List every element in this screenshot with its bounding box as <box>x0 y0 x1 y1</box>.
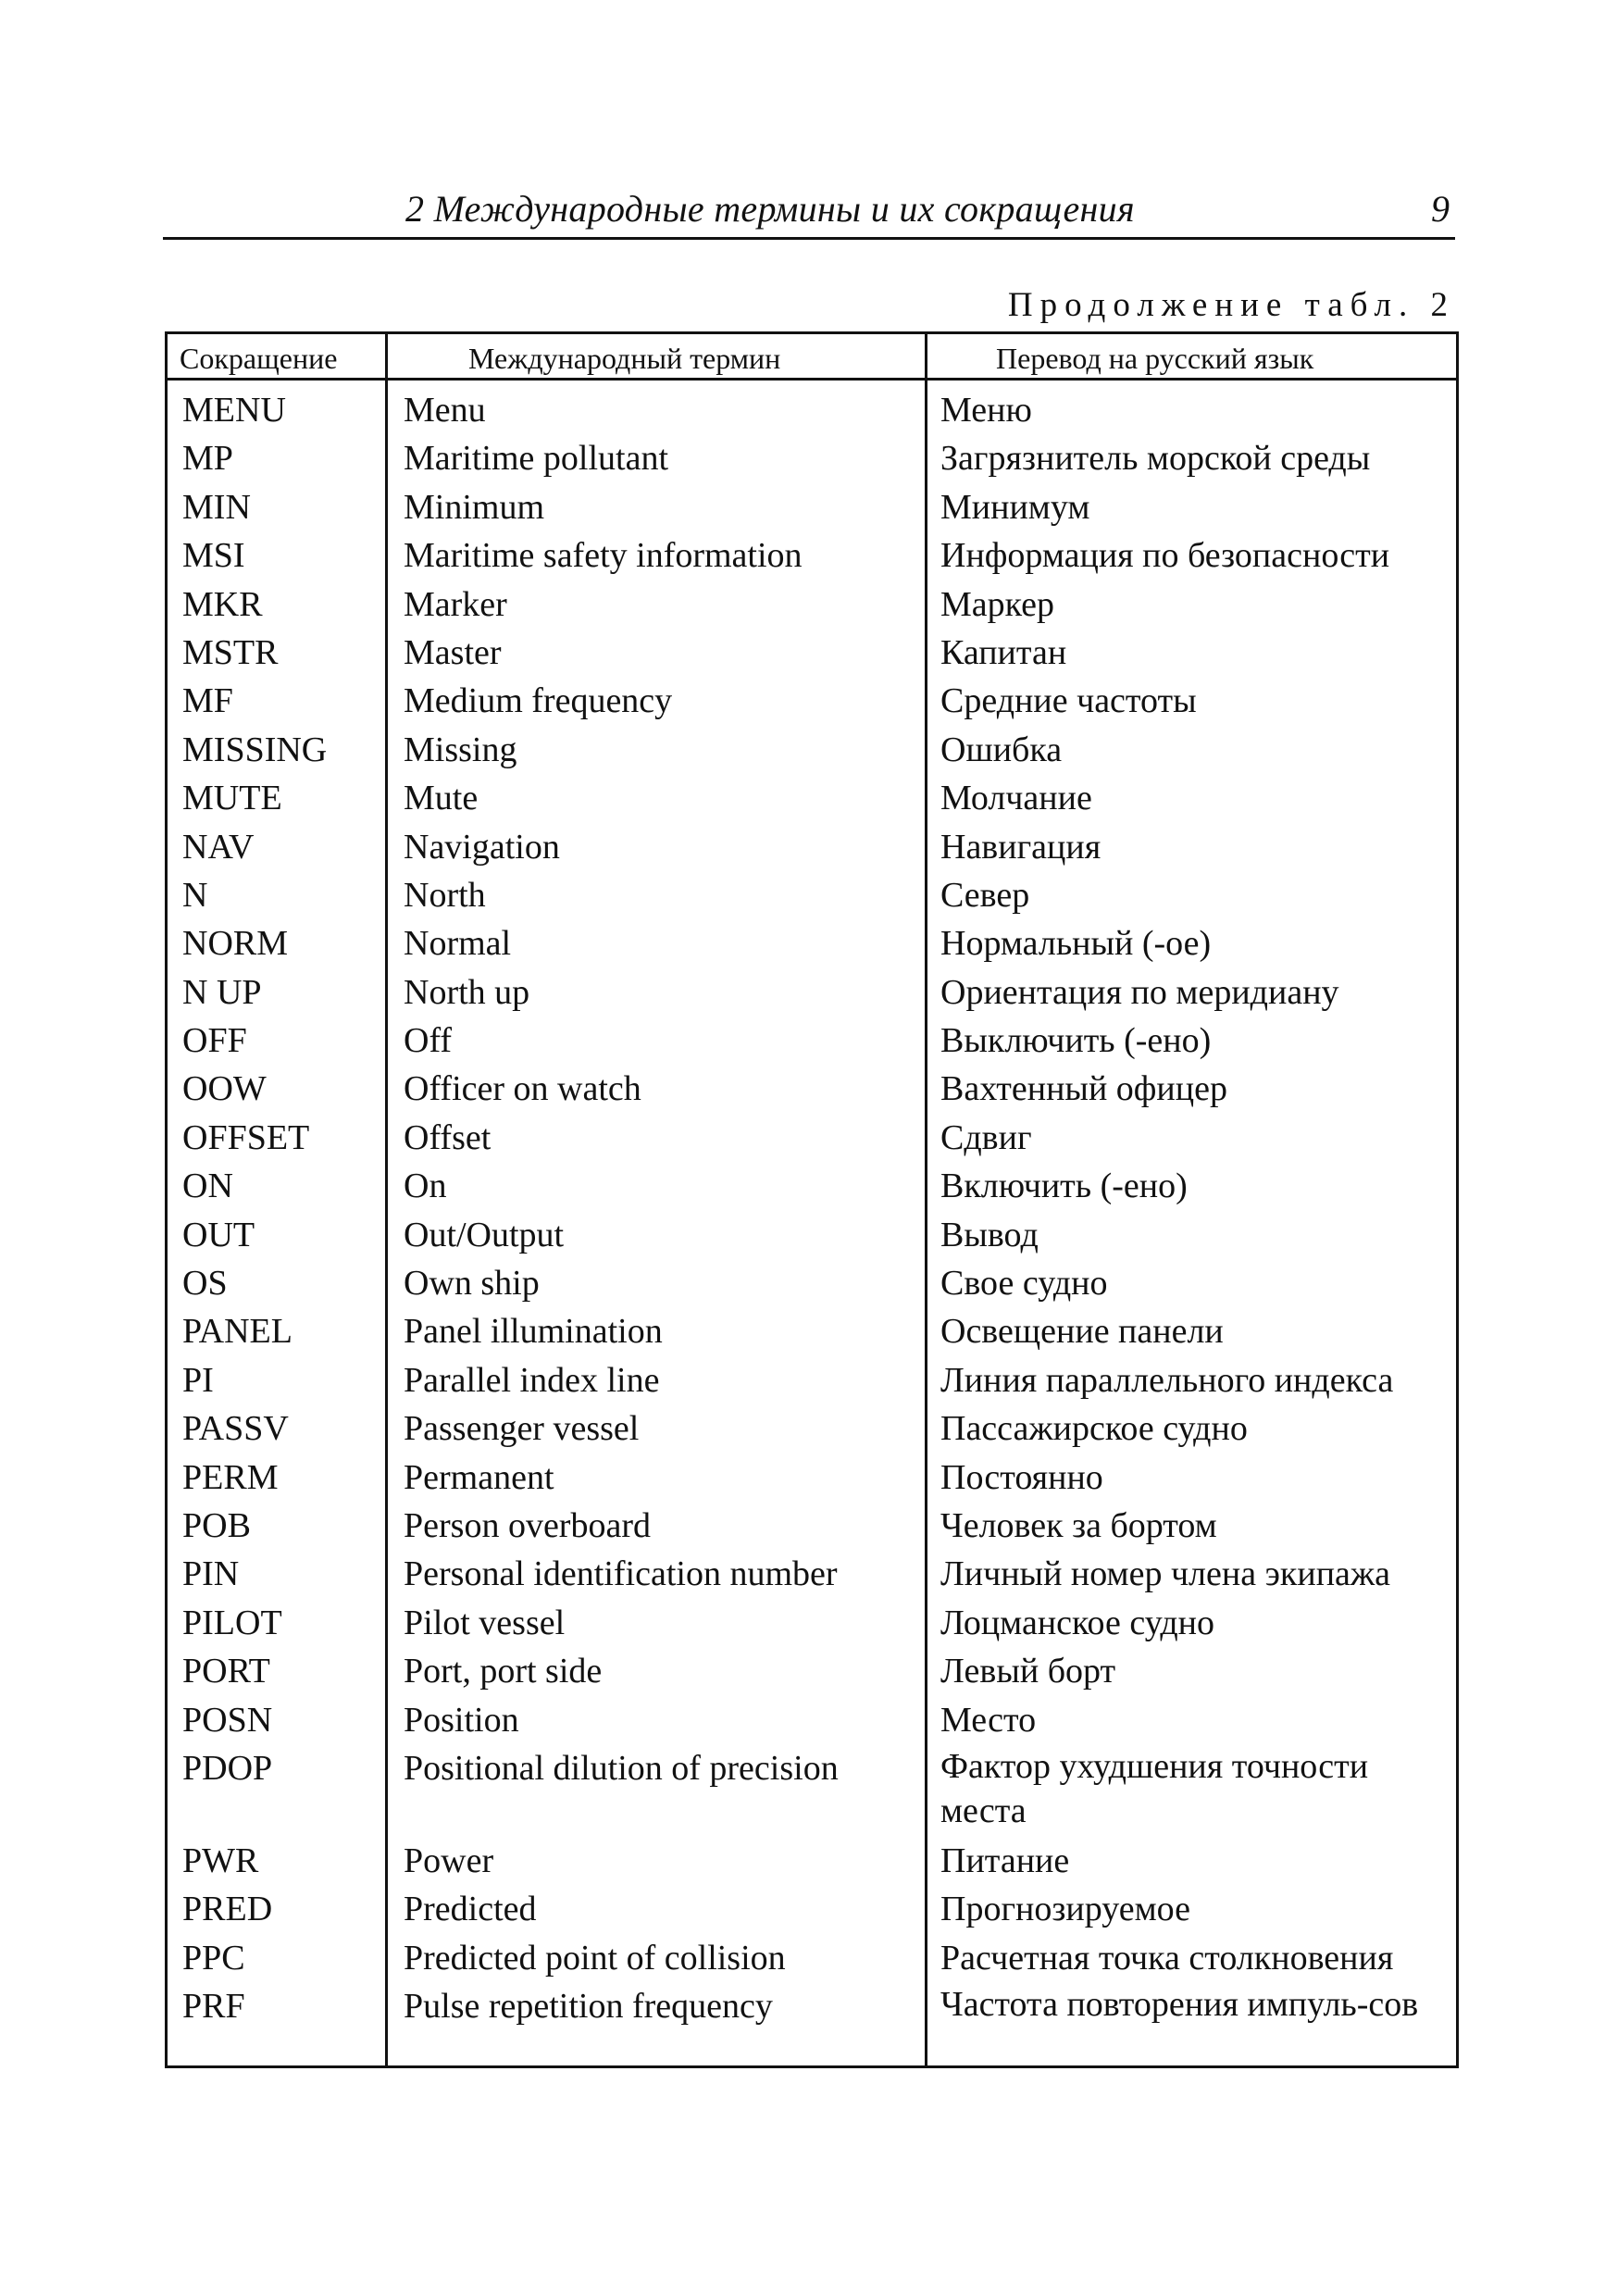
abbreviation-cell: OS <box>182 1264 228 1304</box>
table-row <box>168 1885 1456 1933</box>
translation-cell: Молчание <box>940 779 1092 818</box>
abbreviation-cell: PWR <box>182 1841 259 1880</box>
table-row <box>168 1837 1456 1885</box>
abbreviation-cell: N <box>182 875 208 915</box>
term-cell: Power <box>404 1841 494 1880</box>
translation-cell: Капитан <box>940 632 1067 672</box>
abbreviation-cell: MISSING <box>182 730 328 769</box>
term-cell: Predicted <box>404 1890 537 1929</box>
table-row <box>168 919 1456 967</box>
table-row <box>168 1550 1456 1598</box>
translation-cell: Загрязнитель морской среды <box>940 439 1371 479</box>
abbreviation-cell: PPC <box>182 1938 245 1978</box>
translation-cell: Маркер <box>940 584 1055 624</box>
abbreviation-cell: PRF <box>182 1987 245 2027</box>
table-row <box>168 677 1456 725</box>
table-row <box>168 823 1456 871</box>
table-row <box>168 1599 1456 1647</box>
abbreviation-cell: PI <box>182 1360 214 1400</box>
translation-cell: Линия параллельного индекса <box>940 1360 1394 1400</box>
table-row <box>168 1162 1456 1210</box>
translation-cell: Ошибка <box>940 730 1063 769</box>
translation-cell: Средние частоты <box>940 681 1197 721</box>
table-row <box>168 386 1456 434</box>
abbreviation-cell: N UP <box>182 972 262 1012</box>
translation-cell: Частота повторения импуль-сов <box>940 1985 1419 2025</box>
table-row <box>168 629 1456 677</box>
table-row <box>168 774 1456 822</box>
term-cell: Pilot vessel <box>404 1603 566 1642</box>
column-header-translation: Перевод на русский язык <box>996 342 1314 375</box>
term-cell: Marker <box>404 584 507 624</box>
header-divider <box>168 378 1456 381</box>
abbreviation-cell: NORM <box>182 924 289 964</box>
term-cell: On <box>404 1167 447 1206</box>
translation-cell: Освещение панели <box>940 1312 1224 1352</box>
abbreviation-cell: OOW <box>182 1069 267 1109</box>
translation-cell: Вывод <box>940 1215 1039 1254</box>
term-cell: Port, port side <box>404 1652 603 1691</box>
translation-cell: Питание <box>940 1841 1070 1880</box>
term-cell: Person overboard <box>404 1505 651 1545</box>
column-header-abbreviation: Сокращение <box>180 342 338 375</box>
term-cell: North up <box>404 972 530 1012</box>
abbreviation-cell: PASSV <box>182 1409 289 1449</box>
table-row <box>168 1934 1456 1982</box>
term-cell: Passenger vessel <box>404 1409 640 1449</box>
translation-cell: Фактор ухудшения точности места <box>940 1746 1369 1830</box>
abbreviation-cell: POB <box>182 1505 251 1545</box>
term-cell: Own ship <box>404 1264 540 1304</box>
translation-cell: Прогнозируемое <box>940 1890 1190 1929</box>
abbreviation-cell: MENU <box>182 391 286 430</box>
term-cell: Mute <box>404 779 479 818</box>
term-cell: Menu <box>404 391 486 430</box>
term-cell: Medium frequency <box>404 681 673 721</box>
table-body <box>168 386 1456 2075</box>
term-cell: Panel illumination <box>404 1312 663 1352</box>
term-cell: Out/Output <box>404 1215 565 1254</box>
table-row <box>168 531 1456 580</box>
translation-cell: Навигация <box>940 827 1101 867</box>
abbreviation-cell: PDOP <box>182 1748 273 1788</box>
table-row <box>168 1065 1456 1113</box>
term-cell: Missing <box>404 730 517 769</box>
term-cell: Predicted point of collision <box>404 1938 786 1978</box>
abbreviation-cell: OFFSET <box>182 1117 310 1157</box>
table-row <box>168 1259 1456 1307</box>
translation-cell: Информация по безопасности <box>940 536 1390 576</box>
table-continuation-label: Продолжение табл. 2 <box>1007 286 1455 324</box>
translation-cell: Минимум <box>940 487 1090 527</box>
abbreviation-cell: MIN <box>182 487 251 527</box>
page-number: 9 <box>1431 188 1450 230</box>
table-row <box>168 1404 1456 1453</box>
term-cell: Master <box>404 632 502 672</box>
table-row <box>168 1502 1456 1550</box>
table-row <box>168 434 1456 482</box>
abbreviation-cell: OUT <box>182 1215 255 1254</box>
translation-cell: Расчетная точка столкновения <box>940 1938 1394 1978</box>
abbreviation-cell: PIN <box>182 1554 240 1594</box>
table-row <box>168 1647 1456 1695</box>
term-cell: Permanent <box>404 1457 554 1497</box>
running-title: 2 Международные термины и их сокращения <box>405 188 1135 230</box>
translation-cell: Сдвиг <box>940 1117 1032 1157</box>
term-cell: Offset <box>404 1117 492 1157</box>
abbreviation-cell: PRED <box>182 1890 273 1929</box>
table-row <box>168 1696 1456 1744</box>
translation-cell: Лоцманское судно <box>940 1603 1215 1642</box>
table-row <box>168 483 1456 531</box>
term-cell: Navigation <box>404 827 560 867</box>
translation-cell: Вахтенный офицер <box>940 1069 1227 1109</box>
table-row <box>168 871 1456 919</box>
abbreviation-cell: OFF <box>182 1021 247 1061</box>
term-cell: Personal identification number <box>404 1554 838 1594</box>
abbreviation-cell: MSI <box>182 536 245 576</box>
translation-cell: Нормальный (-ое) <box>940 924 1212 964</box>
table-row <box>168 726 1456 774</box>
abbreviation-cell: MKR <box>182 584 263 624</box>
abbreviation-cell: ON <box>182 1167 233 1206</box>
translation-cell: Меню <box>940 391 1032 430</box>
translation-cell: Место <box>940 1700 1037 1740</box>
abbreviation-cell: PORT <box>182 1652 270 1691</box>
translation-cell: Ориентация по меридиану <box>940 972 1339 1012</box>
term-cell: Maritime pollutant <box>404 439 669 479</box>
term-cell: Maritime safety information <box>404 536 803 576</box>
translation-cell: Человек за бортом <box>940 1505 1217 1545</box>
translation-cell: Личный номер члена экипажа <box>940 1554 1391 1594</box>
table-row <box>168 968 1456 1017</box>
running-header <box>163 183 1455 240</box>
table-row <box>168 1356 1456 1404</box>
term-cell: Pulse repetition frequency <box>404 1987 773 2027</box>
column-header-term: Международный термин <box>468 342 781 375</box>
abbreviation-cell: MUTE <box>182 779 282 818</box>
term-cell: Parallel index line <box>404 1360 660 1400</box>
terms-table <box>165 331 1459 2068</box>
term-cell: Position <box>404 1700 519 1740</box>
term-cell: Positional dilution of precision <box>404 1748 839 1788</box>
table-row <box>168 1017 1456 1065</box>
term-cell: Off <box>404 1021 453 1061</box>
table-row <box>168 1114 1456 1162</box>
abbreviation-cell: NAV <box>182 827 255 867</box>
table-row <box>168 1982 1456 2075</box>
table-row <box>168 1744 1456 1837</box>
translation-cell: Свое судно <box>940 1264 1108 1304</box>
translation-cell: Север <box>940 875 1030 915</box>
translation-cell: Левый борт <box>940 1652 1116 1691</box>
translation-cell: Выключить (-ено) <box>940 1021 1212 1061</box>
abbreviation-cell: PERM <box>182 1457 279 1497</box>
abbreviation-cell: PILOT <box>182 1603 282 1642</box>
table-row <box>168 1307 1456 1355</box>
term-cell: Minimum <box>404 487 545 527</box>
translation-cell: Пассажирское судно <box>940 1409 1248 1449</box>
abbreviation-cell: MF <box>182 681 233 721</box>
term-cell: Normal <box>404 924 512 964</box>
abbreviation-cell: PANEL <box>182 1312 292 1352</box>
table-row <box>168 580 1456 629</box>
abbreviation-cell: MP <box>182 439 233 479</box>
table-row <box>168 1454 1456 1502</box>
table-row <box>168 1211 1456 1259</box>
abbreviation-cell: POSN <box>182 1700 273 1740</box>
term-cell: Officer on watch <box>404 1069 641 1109</box>
translation-cell: Постоянно <box>940 1457 1103 1497</box>
translation-cell: Включить (-ено) <box>940 1167 1188 1206</box>
term-cell: North <box>404 875 486 915</box>
abbreviation-cell: MSTR <box>182 632 279 672</box>
